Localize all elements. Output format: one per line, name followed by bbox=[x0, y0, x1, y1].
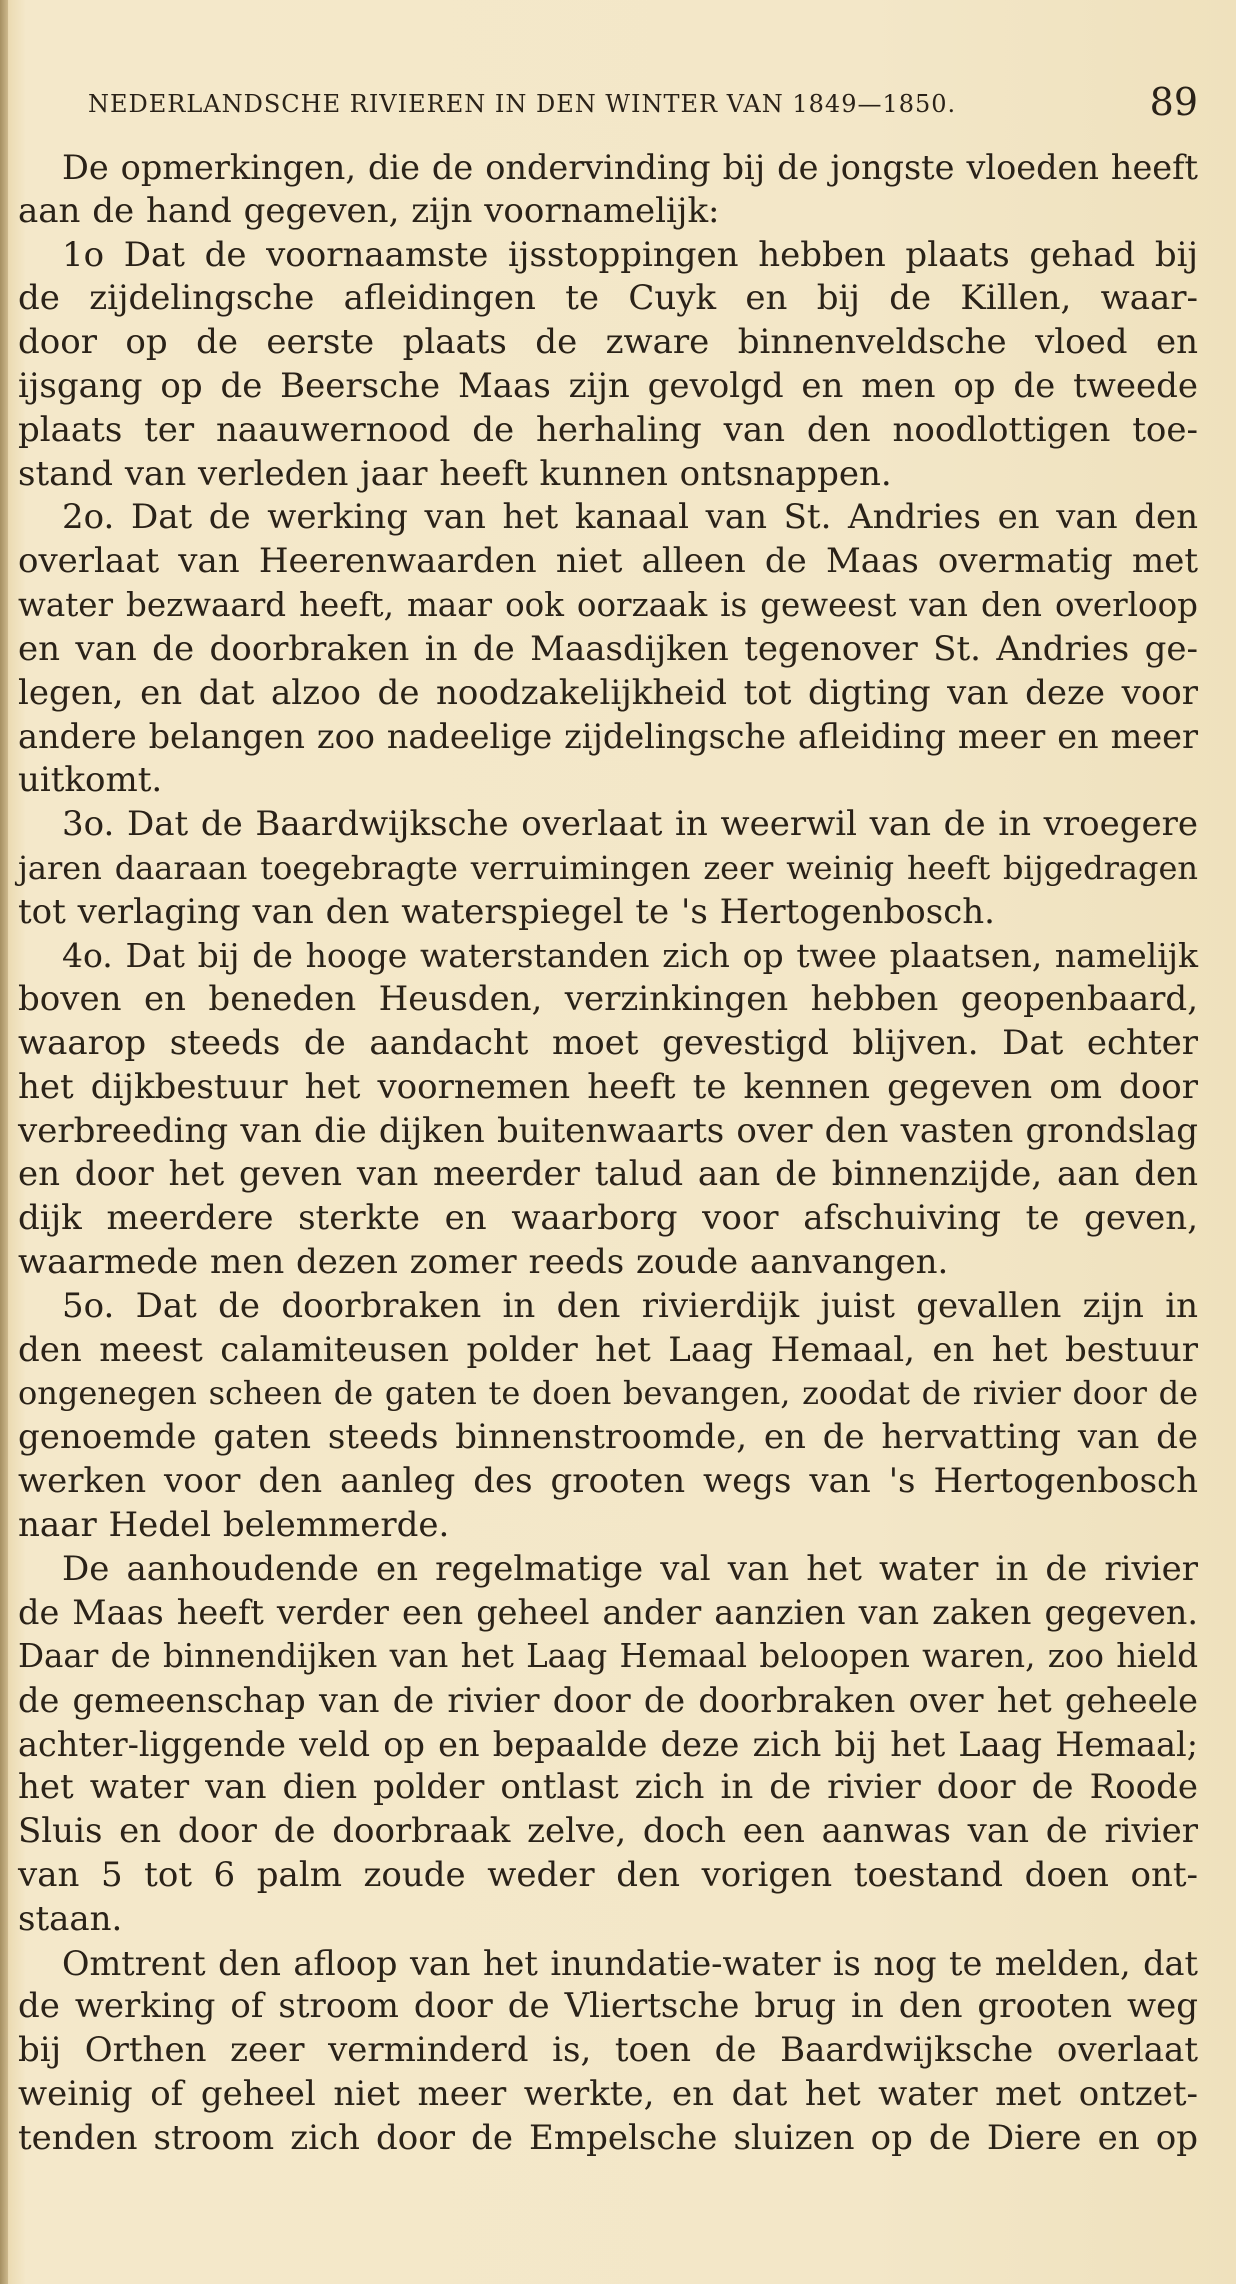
text-line: Daar de binnendijken van het Laag Hemaal beloopen waren, zoo hield bbox=[18, 1637, 1198, 1676]
text-line: aan de hand gegeven, zijn voornamelijk: bbox=[18, 190, 720, 231]
text-line: tot verlaging van den waterspiegel te 's Hertogenbosch. bbox=[18, 891, 995, 932]
text-line: het dijkbestuur het voornemen heeft te kennen gegeven om door bbox=[18, 1066, 1198, 1107]
text-line: 4o. Dat bij de hooge waterstanden zich op twee plaatsen, namelijk bbox=[62, 936, 1198, 976]
text-line: stand van verleden jaar heeft kunnen ontsnappen. bbox=[18, 453, 892, 494]
text-line: waarop steeds de aandacht moet gevestigd blijven. Dat echter bbox=[18, 1022, 1198, 1063]
text-line: jaren daaraan toegebragte verruimingen zeer weinig heeft bijgedragen bbox=[18, 848, 1198, 887]
text-line: water bezwaard heeft, maar ook oorzaak is geweest van den overloop bbox=[18, 585, 1198, 624]
text-line: legen, en dat alzoo de noodzakelijkheid tot digting van deze voor bbox=[18, 672, 1198, 713]
text-line: en door het geven van meerder talud aan de binnenzijde, aan den bbox=[18, 1154, 1198, 1195]
text-line: ijsgang op de Beersche Maas zijn gevolgd en men op de tweede bbox=[18, 365, 1198, 406]
text-line: door op de eerste plaats de zware binnenveldsche vloed en bbox=[18, 322, 1198, 363]
text-line: 1o Dat de voornaamste ijsstoppingen hebben plaats gehad bij bbox=[62, 234, 1198, 275]
text-line: staan. bbox=[18, 1898, 123, 1939]
text-line: bij Orthen zeer verminderd is, toen de Baardwijksche overlaat bbox=[18, 2030, 1198, 2071]
page-number: 89 bbox=[1149, 80, 1198, 124]
text-line: 3o. Dat de Baardwijksche overlaat in weerwil van de in vroegere bbox=[62, 803, 1198, 844]
text-line: naar Hedel belemmerde. bbox=[18, 1504, 450, 1545]
text-line: dijk meerdere sterkte en waarborg voor afschuiving te geven, bbox=[18, 1198, 1198, 1239]
text-line: de Maas heeft verder een geheel ander aanzien van zaken gegeven. bbox=[18, 1593, 1198, 1633]
text-line: waarmede men dezen zomer reeds zoude aanvangen. bbox=[18, 1241, 949, 1282]
text-line: en van de doorbraken in de Maasdijken tegenover St. Andries ge- bbox=[18, 628, 1198, 669]
page-header bbox=[88, 78, 1198, 134]
text-line: overlaat van Heerenwaarden niet alleen de Maas overmatig met bbox=[18, 541, 1198, 582]
text-line: uitkomt. bbox=[18, 760, 163, 801]
text-line: weinig of geheel niet meer werkte, en dat het water met ontzet- bbox=[18, 2074, 1198, 2115]
text-line: Sluis en door de doorbraak zelve, doch een aanwas van de rivier bbox=[18, 1811, 1198, 1852]
text-line: de werking of stroom door de Vliertsche brug in den grooten weg bbox=[18, 1986, 1198, 2027]
text-line: Omtrent den afloop van het inundatie-water is nog te melden, dat bbox=[62, 1943, 1198, 1983]
text-line: De aanhoudende en regelmatige val van het water in de rivier bbox=[62, 1548, 1198, 1589]
text-line: 2o. Dat de werking van het kanaal van St. Andries en van den bbox=[62, 497, 1198, 538]
text-line: de zijdelingsche afleidingen te Cuyk en bij de Killen, waar- bbox=[18, 278, 1198, 319]
page-binding-edge bbox=[0, 0, 8, 2284]
text-line: andere belangen zoo nadeelige zijdelingsche afleiding meer en meer bbox=[18, 717, 1198, 757]
text-line: het water van dien polder ontlast zich in de rivier door de Roode bbox=[18, 1767, 1198, 1808]
text-line: den meest calamiteusen polder het Laag Hemaal, en het bestuur bbox=[18, 1329, 1198, 1370]
text-line: van 5 tot 6 palm zoude weder den vorigen toestand doen ont- bbox=[18, 1855, 1198, 1896]
text-line: achter-liggende veld op en bepaalde deze zich bij het Laag Hemaal; bbox=[18, 1724, 1198, 1764]
text-line: verbreeding van die dijken buitenwaarts over den vasten grondslag bbox=[18, 1110, 1198, 1151]
text-line: ongenegen scheen de gaten te doen bevangen, zoodat de rivier door de bbox=[18, 1374, 1198, 1413]
running-title: NEDERLANDSCHE RIVIEREN IN DEN WINTER VAN 1849—1850. bbox=[88, 90, 957, 118]
text-line: 5o. Dat de doorbraken in den rivierdijk juist gevallen zijn in bbox=[62, 1285, 1198, 1326]
text-line: de gemeenschap van de rivier door de doorbraken over het geheele bbox=[18, 1680, 1198, 1720]
text-line: werken voor den aanleg des grooten wegs van 's Hertogenbosch bbox=[18, 1460, 1198, 1501]
body-text bbox=[18, 146, 1198, 2161]
text-line: tenden stroom zich door de Empelsche sluizen op de Diere en op bbox=[18, 2117, 1198, 2158]
text-line: De opmerkingen, die de ondervinding bij de jongste vloeden heeft bbox=[62, 148, 1198, 187]
text-line: genoemde gaten steeds binnenstroomde, en de hervatting van de bbox=[18, 1417, 1198, 1458]
text-line: plaats ter naauwernood de herhaling van den noodlottigen toe- bbox=[18, 409, 1198, 450]
text-line: boven en beneden Heusden, verzinkingen hebben geopenbaard, bbox=[18, 979, 1198, 1020]
